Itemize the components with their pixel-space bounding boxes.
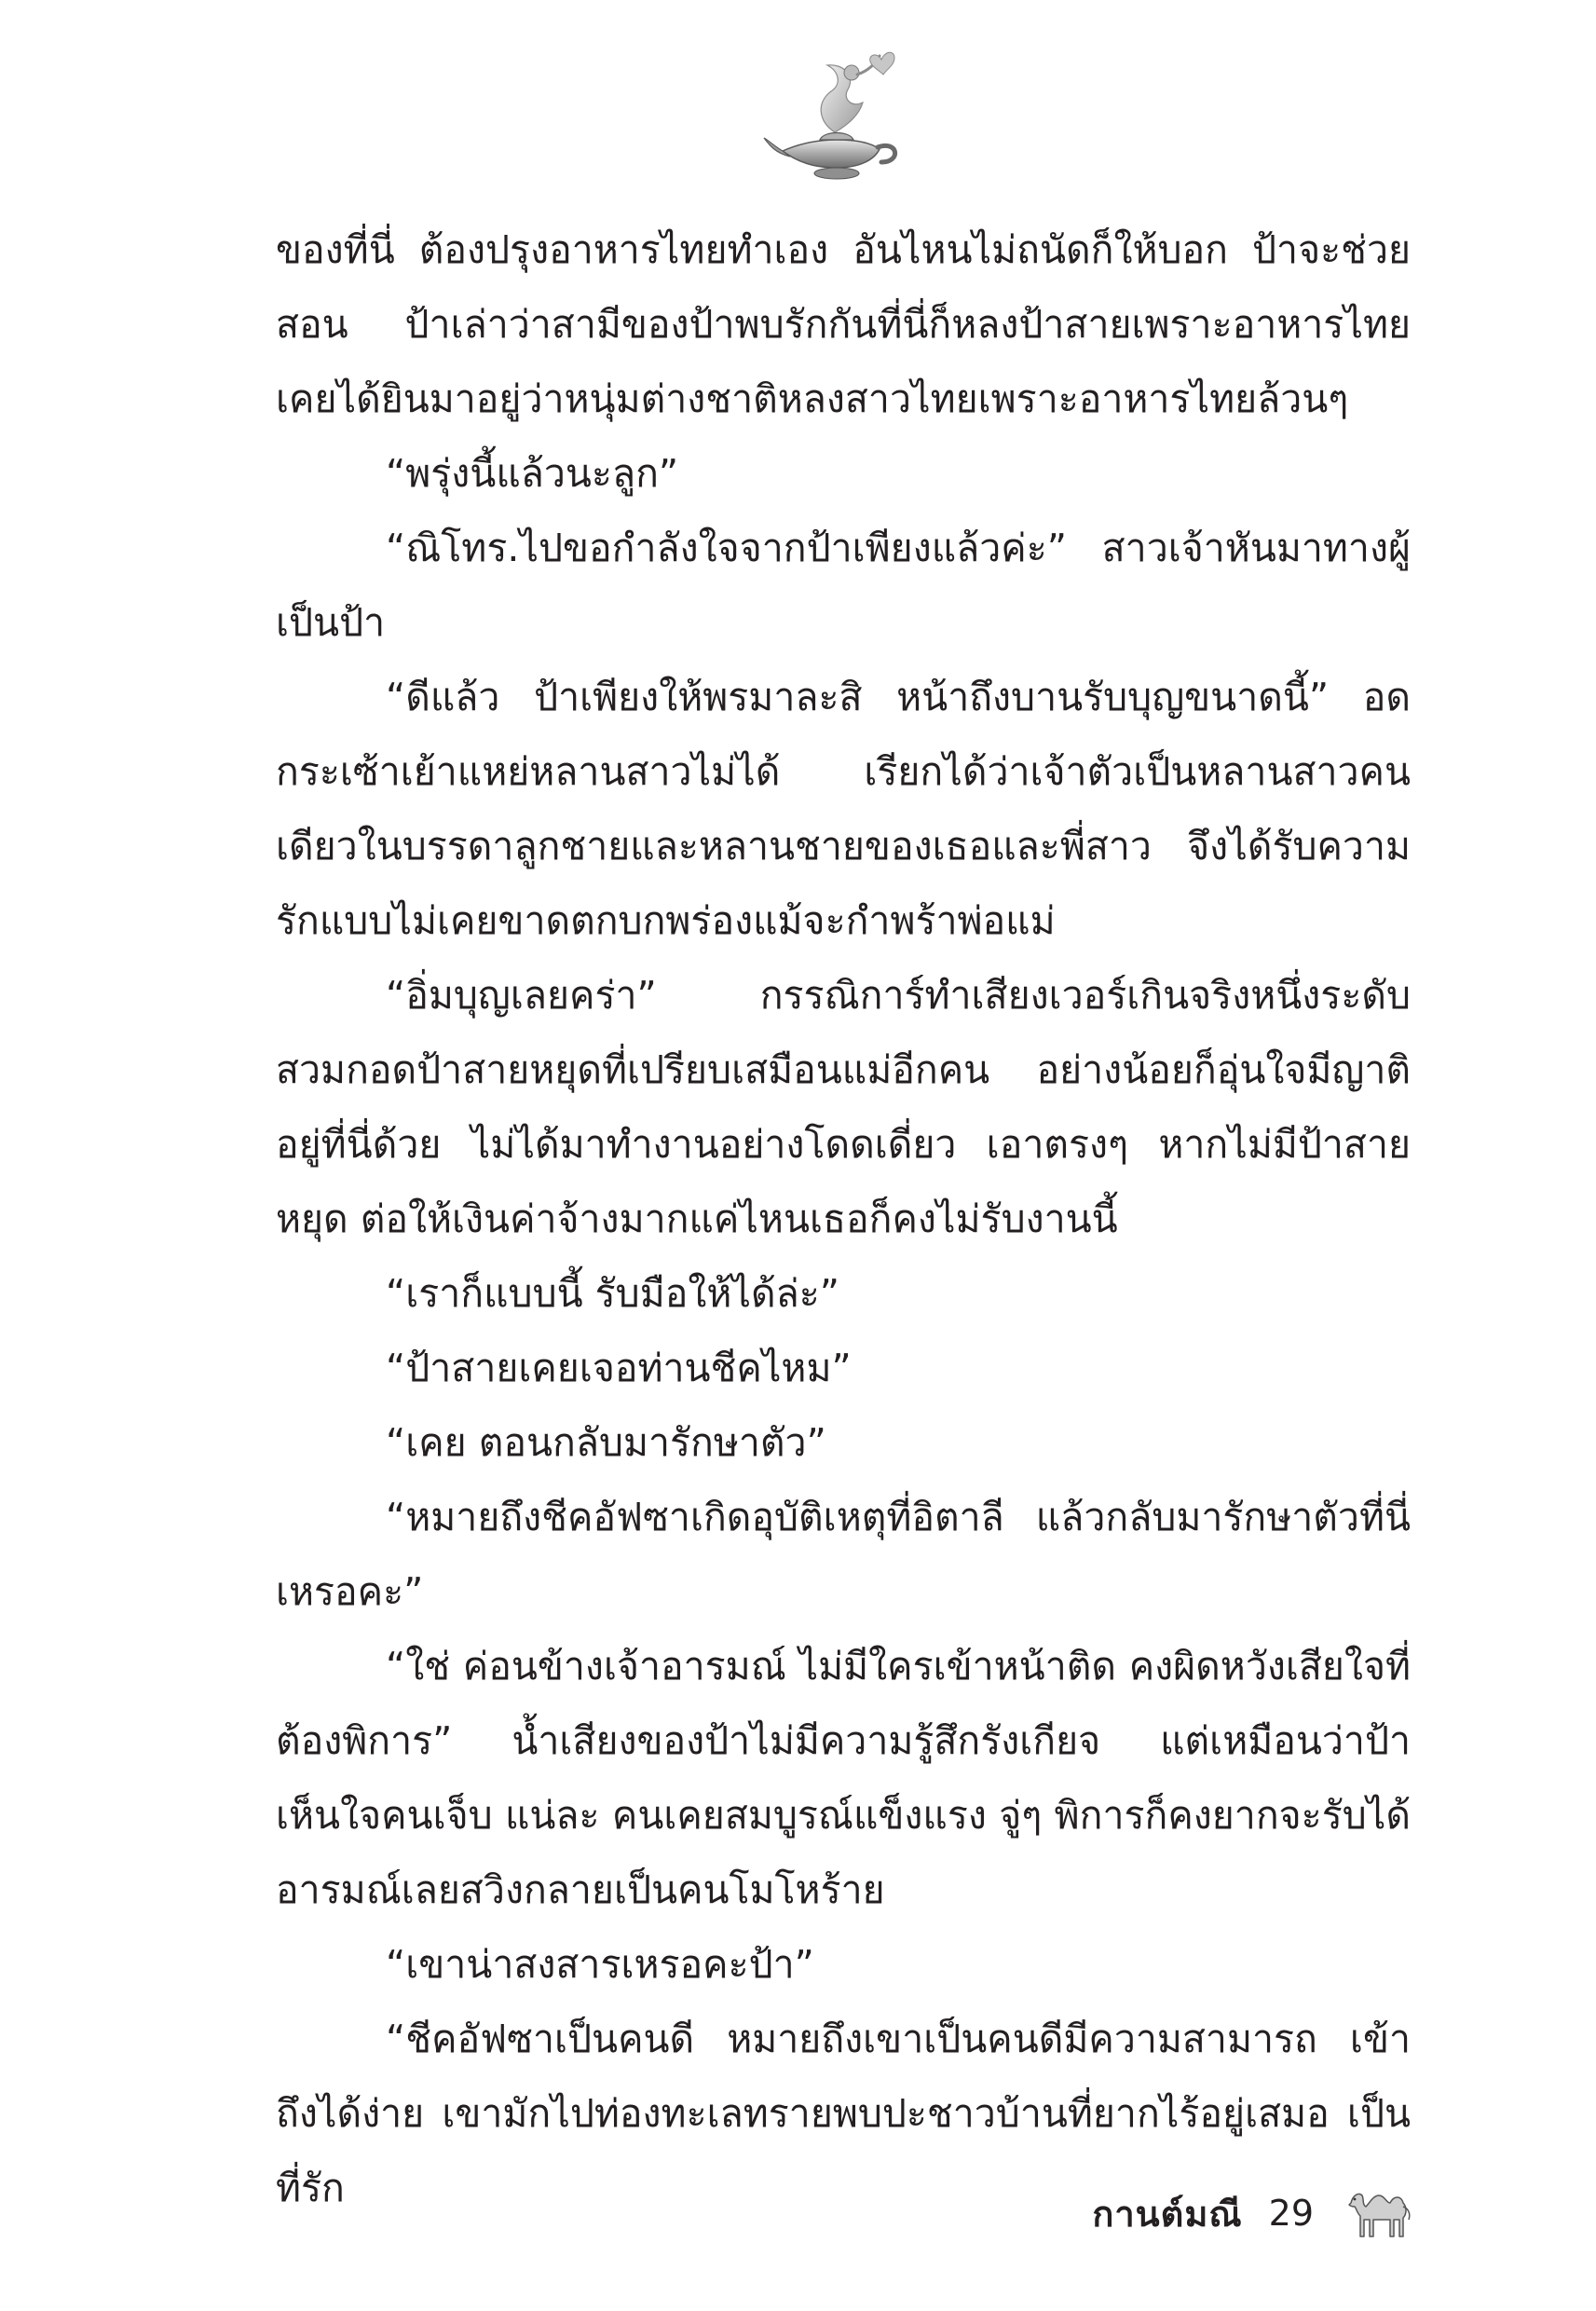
camel-icon: [1345, 2182, 1416, 2244]
page-footer: [1025, 2171, 1416, 2255]
paragraph: “ป้าสายเคยเจอท่านชีคไหม”: [386, 1346, 852, 1390]
paragraph: “เคย ตอนกลับมารักษาตัว”: [386, 1420, 826, 1465]
paragraph: “หมายถึงชีคอัฟซาเกิดอุบัติเหตุที่อิตาลี แล้วกลับมารักษาตัวที่นี่เหรอคะ”: [276, 1495, 1411, 1614]
book-title: กานต์มณี: [1092, 2193, 1243, 2235]
paragraph: “เราก็แบบนี้ รับมือให้ได้ล่ะ”: [386, 1271, 840, 1316]
paragraph: ของที่นี่ ต้องปรุงอาหารไทยทำเอง อันไหนไม่ถนัดก็ให้บอก ป้าจะช่วยสอน ป้าเล่าว่าสามีของป้าพบรักกันที่นี่ก็หลงป้าสายเพราะอาหารไทย เคยได้ยินมาอยู่ว่าหนุ่มต่างชาติหลงสาวไทยเพราะอาหารไทยล้วนๆ: [276, 227, 1411, 421]
paragraph: “ชีคอัฟซาเป็นคนดี หมายถึงเขาเป็นคนดีมีความสามารถ เข้าถึงได้ง่าย เขามักไปท่องทะเลทรายพบปะชาวบ้านที่ยากไร้อยู่เสมอ เป็นที่รัก: [276, 2017, 1411, 2210]
paragraph: “ณิโทร.ไปขอกำลังใจจากป้าเพียงแล้วค่ะ” สาวเจ้าหันมาทางผู้เป็นป้า: [276, 526, 1411, 645]
paragraph: “พรุ่งนี้แล้วนะลูก”: [386, 451, 679, 496]
paragraph: “ดีแล้ว ป้าเพียงให้พรมาละสิ หน้าถึงบานรับบุญขนาดนี้” อดกระเซ้าเย้าแหย่หลานสาวไม่ได้ เรียกได้ว่าเจ้าตัวเป็นหลานสาวคนเดียวในบรรดาลูกชายและหลานชายของเธอและพี่สาว จึงได้รับความรักแบบไม่เคยขาดตกบกพร่องแม้จะกำพร้าพ่อแม่: [276, 675, 1411, 943]
page-number: 29: [1268, 2193, 1314, 2234]
lamp-genie-icon: [762, 47, 911, 186]
paragraph: “ใช่ ค่อนข้างเจ้าอารมณ์ ไม่มีใครเข้าหน้าติด คงผิดหวังเสียใจที่ต้องพิการ” น้ำเสียงของป้าไม่มีความรู้สึกรังเกียจ แต่เหมือนว่าป้าเห็นใจคนเจ็บ แน่ละ คนเคยสมบูรณ์แข็งแรง จู่ๆ พิการก็คงยากจะรับได้ อารมณ์เลยสวิงกลายเป็นคนโมโหร้าย: [276, 1644, 1411, 1912]
paragraph: “อิ่มบุญเลยคร่า” กรรณิการ์ทำเสียงเวอร์เกินจริงหนึ่งระดับ สวมกอดป้าสายหยุดที่เปรียบเสมือนแม่อีกคน อย่างน้อยก็อุ่นใจมีญาติอยู่ที่นี่ด้วย ไม่ได้มาทำงานอย่างโดดเดี่ยว เอาตรงๆ หากไม่มีป้าสายหยุด ต่อให้เงินค่าจ้างมากแค่ไหนเธอก็คงไม่รับงานนี้: [276, 973, 1411, 1241]
body-text: [276, 212, 1411, 2225]
paragraph: “เขาน่าสงสารเหรอคะป้า”: [386, 1942, 814, 1987]
